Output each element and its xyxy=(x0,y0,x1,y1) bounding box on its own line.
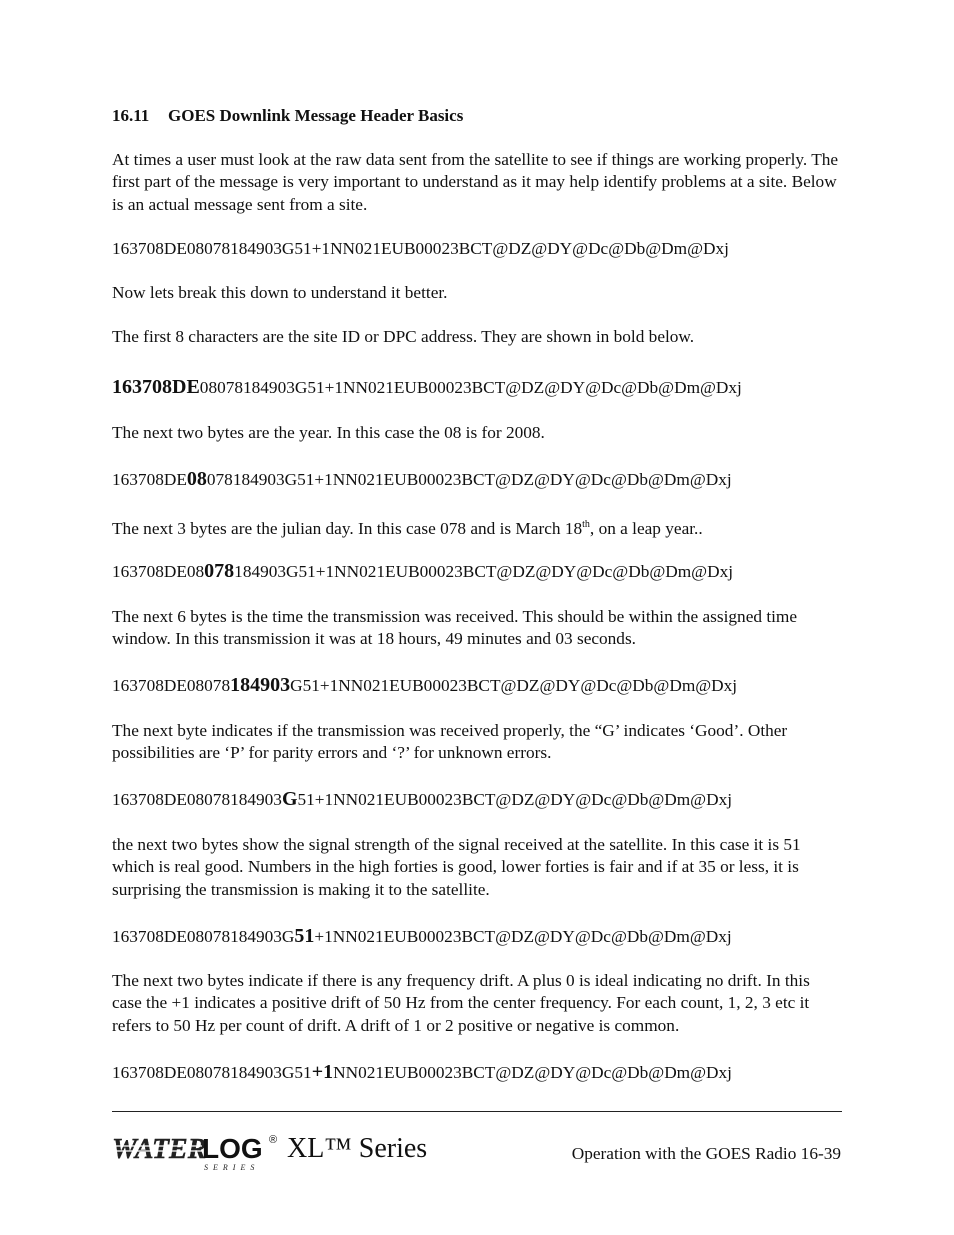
message-rest: +1NN021EUB00023BCT@DZ@DY@Dc@Db@Dm@Dxj xyxy=(314,927,732,946)
highlight-time: 184903 xyxy=(230,674,291,696)
paragraph-julian-day xyxy=(112,514,842,540)
message-rest: 184903G51+1NN021EUB00023BCT@DZ@DY@Dc@Db@Dm@Dxj xyxy=(234,562,734,581)
section-number: 16.11 xyxy=(112,106,150,125)
highlight-julian-day: 078 xyxy=(204,560,235,582)
section-heading xyxy=(112,106,463,126)
paragraph-time: The next 6 bytes is the time the transmission was received. This should be within the assigned time window. In this transmission it was at 18 hours, 49 minutes and 03 seconds. xyxy=(112,607,798,649)
highlight-site-id: 163708DE xyxy=(112,376,200,398)
message-line-drift xyxy=(112,1061,732,1084)
message-rest: G51+1NN021EUB00023BCT@DZ@DY@Dc@Db@Dm@Dxj xyxy=(290,676,738,695)
logo-water-text: WATER xyxy=(112,1134,207,1165)
footer-divider xyxy=(112,1111,842,1112)
message-line-julian-day xyxy=(112,560,733,583)
logo-registered-mark: ® xyxy=(269,1134,278,1146)
message-prefix: 163708DE08078 xyxy=(112,676,231,695)
message-line-time xyxy=(112,674,737,697)
message-prefix: 163708DE xyxy=(112,470,187,489)
message-rest: 08078184903G51+1NN021EUB00023BCT@DZ@DY@Dc@Db@Dm@Dxj xyxy=(199,378,742,397)
julian-text-end: , on a leap year.. xyxy=(589,518,703,538)
message-rest: 51+1NN021EUB00023BCT@DZ@DY@Dc@Db@Dm@Dxj xyxy=(297,790,733,809)
section-title: GOES Downlink Message Header Basics xyxy=(168,106,464,125)
paragraph-status: The next byte indicates if the transmission was received properly, the “G’ indicates ‘Good’. Other possibilities are ‘P’ for parity errors and ‘?’ for unknown errors. xyxy=(112,721,788,763)
message-rest: 078184903G51+1NN021EUB00023BCT@DZ@DY@Dc@Db@Dm@Dxj xyxy=(206,470,732,489)
highlight-signal: 51 xyxy=(294,925,315,947)
message-line: 163708DE08078184903G51+1NN021EUB00023BCT@DZ@DY@Dc@Db@Dm@Dxj xyxy=(112,239,729,258)
paragraph-breakdown: Now lets break this down to understand it better. xyxy=(112,283,448,302)
message-prefix: 163708DE08078184903G xyxy=(112,927,295,946)
logo-log-text: LOG xyxy=(202,1133,263,1164)
julian-text: The next 3 bytes are the julian day. In this case 078 and is March 18 xyxy=(112,518,583,538)
message-prefix: 163708DE08078184903G51 xyxy=(112,1063,312,1082)
paragraph-signal: the next two bytes show the signal strength of the signal received at the satellite. In this case it is 51 which is real good. Numbers in the high forties is good, lower forties is fair and if at 35 or less, it is surprising the transmission is making it to the satellite. xyxy=(112,835,801,899)
footer-page-label: Operation with the GOES Radio 16-39 xyxy=(571,1144,841,1163)
message-line-site-id xyxy=(112,376,742,399)
message-rest: NN021EUB00023BCT@DZ@DY@Dc@Db@Dm@Dxj xyxy=(333,1063,732,1082)
paragraph-drift: The next two bytes indicate if there is any frequency drift. A plus 0 is ideal indicating no drift. In this case the +1 indicates a positive drift of 50 Hz from the center frequency. For each count, 1, 2, 3 etc it refers to 50 Hz per count of drift. A drift of 1 or 2 positive or negative is common. xyxy=(112,971,810,1035)
highlight-status: G xyxy=(281,788,298,810)
footer-series-name: XL™ Series xyxy=(287,1133,428,1164)
message-prefix: 163708DE08 xyxy=(112,562,205,581)
paragraph-year: The next two bytes are the year. In this case the 08 is for 2008. xyxy=(112,423,545,442)
logo-series-text: SERIES xyxy=(204,1163,260,1172)
message-prefix: 163708DE08078184903 xyxy=(112,790,282,809)
highlight-year: 08 xyxy=(186,468,207,490)
julian-sup: th xyxy=(582,519,590,530)
waterlog-logo xyxy=(112,1128,284,1174)
paragraph-site-id: The first 8 characters are the site ID or DPC address. They are shown in bold below. xyxy=(112,327,695,346)
message-line-status xyxy=(112,788,732,811)
message-line-year xyxy=(112,468,732,491)
paragraph-intro: At times a user must look at the raw data sent from the satellite to see if things are working properly. The first part of the message is very important to understand as it may help identify problems at a site. Below is an actual message sent from a site. xyxy=(112,150,839,214)
message-line-signal xyxy=(112,925,732,948)
highlight-drift: +1 xyxy=(311,1061,334,1083)
